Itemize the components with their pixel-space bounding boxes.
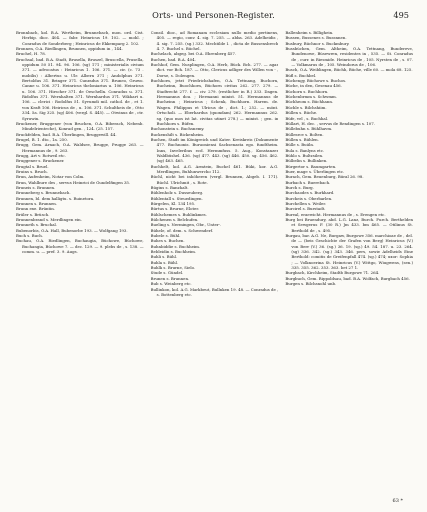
register-entry: Bubele s. Bühl.: [150, 233, 181, 239]
register-entry: Bruneis s. Brunnen.: [16, 184, 56, 190]
register-entry: Buch s. Buch.: [16, 233, 44, 239]
register-entry: Bullinkon, kol. A.G. Markbeut, Bullnken 19. 48. — Conradus de , s. Bottenberg etc.: [150, 286, 279, 297]
register-entry: Buchhelt, kol. A.G. Armtein, Buchel 461. Büki, kor. A.G. Merdlingen, Buhlunwercho 112.: [150, 163, 279, 174]
register-entry: Brunn exe. Brüntin.: [16, 206, 56, 212]
register-columns: [16, 30, 413, 494]
register-entry: Bülle s. Buüln.: [285, 142, 315, 148]
register-entry: Stude s. Gündel.: [150, 270, 184, 276]
page-number: 495: [393, 10, 409, 20]
register-entry: Buchelach, abgeg. bei O.A. Ehrenberg 457.: [150, 51, 237, 57]
register-entry: Brugg, Art v. Rotweil etc.: [16, 152, 66, 158]
register-entry: Burcirel s. Burstadt.: [285, 206, 326, 212]
register-entry: Büche, in den, Gesenau 456.: [285, 83, 342, 89]
register-entry: Bülbelin s. Bullinken.: [285, 158, 328, 164]
register-entry: Buhnbiddie s. Buchheim.: [150, 243, 201, 249]
register-entry: Buchhof, Gem. Nusplingen, O.A. Herb, Bück. Bch. 277. — agar dict. vor Bch. 187. — Otto, Clericus adliger des Willen von - , Dorse, s. Dolengen.: [150, 62, 279, 78]
register-column-middle: [151, 30, 279, 494]
register-entry: Burchellen s. Weiler.: [285, 201, 327, 206]
register-entry: Burcheis s. Oberbarlen.: [285, 195, 333, 201]
register-entry: Büchheom s. Büchhann.: [285, 99, 334, 105]
register-entry: Brunneth s. Bruchal.: [16, 222, 58, 228]
register-entry: Bubenorbis, O.A. Hall, Bubenorbe 193. — Wolfgang 193.: [16, 227, 128, 233]
register-entry: Büllebuhn s. Bühlhavm.: [285, 126, 333, 132]
register-entry: Büchorn s. Buchhorn.: [285, 88, 329, 94]
register-entry: Bronnbach, kol. B.A. Wertheim, Brunnebach, mon. ord. Cist. Herbip. dioc. 404. — fabr. Heinricus 19. 102. — mohl. ; Conradus de Sonderberg ; Heinricus de Ekkemparg 2. 102.: [16, 30, 144, 46]
register-entry: Brun, Aufenheim, Notar von Colm.: [16, 174, 85, 180]
register-entry: Buhes s. Buchen.: [150, 238, 185, 244]
register-entry: Büfl s. Buchbel.: [285, 72, 317, 78]
register-entry: Bruckener, Bruggener (von Bruchen, O.A. Biberach, Nebenb. Mindelrienteche), Konrad gen. , 124. (25. 157.: [16, 120, 144, 132]
running-title: Orts- und Personen-Register.: [152, 10, 275, 20]
register-entry: Buchen, Stadt im Königreich und Kater. Kreiskreis (Dokumente 477. Buchnonis. Buruoniensi Sachsenasta ego. fundtheim. Inns, Inveleribus ecd. Hermmfuss. 5. Aug., Konstanzer Waldbüshel. 436. (sg) 477. 443. (sg) 446. 450. sg. 456. 462. (sg) 463. 465.: [150, 136, 279, 164]
register-entry: Burch s. Burg.: [285, 184, 314, 190]
register-entry: Burchaodes s. Burkhard.: [285, 190, 335, 196]
register-entry: Brugg, Gem. Arnach, O.A. Waldsee, Brugge, Prugge 263. — Hermannus de , 9. 263.: [16, 142, 144, 153]
register-entry: Burbach s. Buerebach.: [285, 179, 331, 185]
register-entry: Bühlenholz s. Dusseuberg.: [150, 190, 204, 196]
register-entry: Bühlentall s. Steuedingen.: [150, 195, 203, 201]
register-entry: Ballenheim s. Billighein.: [285, 30, 334, 35]
register-entry: Bruckfelden, bad. B.A. Überlingen, Bruggewill. 44.: [16, 131, 117, 137]
register-entry: Bureal, eraewicht. Hermannus de , s. Erengen etc.: [285, 211, 386, 217]
register-entry: Bürgelen, Kl. 134 195.: [150, 201, 196, 206]
register-entry: Brugel, B. 1. dto., 1a. 250.: [16, 136, 68, 142]
signature-mark: 63 *: [392, 498, 403, 504]
register-entry: Büllen s. Bühlen.: [285, 136, 319, 142]
register-entry: Bruchsal, bad. B.A. Stadt, Brusella, Bruszel, Bruscella, Prusella, oppidum 50 51. 94. 96. 106. (sg) 171 ; ministerialis civium 371. — advocatus : Heinricus 1. 106. 371. — cir. (c. 73 . mobilis) : Albertus u. Ulr. Albern 371 ; Andolphus 371. Bertoldus 31. Bringer 371. Cunradus 371. Bruneo, Gruwo. Canne u. 106. 371. Heinricus theloniarius u. 106. Heinricus u. 106. 371. Hirscher 371. de Oeschelln. Conradus u. 371. Ridolfus 371. Wernhalten 371. Wernhardus 371. Wikhart u. 106. — clerici : Rodolfus 51. Syvumdi mil. cathol. de , et 1. von Kraft 106. Heiricus de , u. 106. 371. Schultheis de , Otto 334. 5a. Sig 325. (sg) 406. (vergl. S. 445). — Otwinus de , ctr. Syruwin.: [16, 56, 144, 121]
register-entry: Büllart, H. dec. , servus de Rendingen s. 107.: [285, 120, 375, 126]
register-entry: Bürgertor s. Baumgarten.: [285, 163, 337, 169]
register-entry: Brunnenbrand s. Merdlingen ein.: [16, 217, 82, 223]
register-entry: Burgbuch, Gem. Rippoldsau, bad. B.A. Wolfach, Burgbach 456.: [285, 275, 410, 281]
register-entry: Büchenbrmm s. Schwmm.: [285, 94, 337, 100]
register-entry: Consil. dioc., ad Romanam ecclesiam nullo medio pertinens, 405. — regio, conv. 4. sig. 7. 255. — abba. 263. Adelheidis , 4. sig. 7. 255. (sg.) 332. Mechtilde I. , dicta de Bussensbrech 4. 7. Buchel s. Büchel.: [150, 30, 279, 52]
register-entry: Burach, Gem. Beuenburg, Büral 26. 98.: [285, 174, 364, 180]
register-entry: Buckenshilt s. Bickenheim.: [150, 131, 205, 137]
register-entry: Bula s. Banlyns etc.: [285, 147, 325, 153]
register-entry: Bub s. Weinberg etc.: [150, 281, 192, 287]
register-entry: Busch, O.A. Weiblingen, Büchh, Büche, ville 60. — mola 68. 125.: [285, 67, 413, 73]
register-entry: Bruchel, H. 78.: [16, 51, 46, 57]
register-entry: Buchonstein s. Buchsnemy.: [150, 126, 205, 132]
register-entry: Bronnen, O.A. Riedlingen, Brunnen, oppidum in , 144.: [16, 46, 123, 52]
register-entry: Büchl, nicht bei inhöheren (vergl. Brunnen, Abgeb. I. 171). Büchl. Ulrichmit , s. Rote.: [150, 174, 279, 185]
register-entry: Buer, mage s. Überlingen etc.: [285, 168, 345, 174]
page-header: [0, 10, 427, 24]
register-entry: Büllen s. Büche.: [285, 110, 318, 116]
register-entry: Bueling s. Nermingen, Obr., Unter-.: [150, 222, 222, 228]
register-entry: Bügins s. Banzhalt.: [150, 184, 189, 190]
register-entry: Burgen s. Bilchsnohl unb.: [285, 281, 337, 287]
register-entry: Büfe, vel , s. Buchhal.: [285, 115, 329, 121]
register-entry: Büchle s. Bilchshiim.: [285, 104, 327, 110]
register-entry: Brunneberg s. Brunnebach.: [16, 190, 71, 196]
register-entry: Bruins s. Bruch.: [16, 168, 48, 174]
register-entry: Bürtus s. Brurne, Eloter.: [150, 206, 199, 212]
register-entry: Buhla s. Bühl.: [150, 259, 179, 265]
register-entry: Burg bei Bruendury, abd. L.G. Lanz, Burch. Furch. Berthelden et Sewgerus F. (30 R.) Jm 433. bm 465. — Otilinus St. Berthold de , s. 495.: [285, 217, 414, 233]
register-entry: Brun, Wahlbure des , servus Heinrici de Gundelfingen 35.: [16, 179, 131, 185]
register-entry: Buchen, bad. B.A. 404.: [150, 56, 196, 62]
register-entry: Brunnen, bl. dem halligtu. s. Ruinetora.: [16, 195, 95, 201]
register-entry: Brunnen s. Brunnen.: [16, 201, 58, 206]
register-entry: Bussen, Bussenes s. Bussnnen.: [285, 35, 347, 41]
register-entry: Buchau, O.A. Riedlingen, Buchaugia, Büchowe, Büchowe, Buchangia, Büchowe 7. — dec. 129. — 9. plebs de , s. 138. — comm. u. — pref. 3. 9. Augs.: [16, 238, 144, 255]
register-entry: Bebleidin s. Buchheim.: [150, 249, 197, 255]
register-entry: Buhli s. Bühl.: [150, 254, 178, 260]
register-entry: Bühlo s. Bultzsilen.: [285, 152, 324, 158]
register-entry: Büllesrce s. Bolten.: [285, 131, 324, 137]
register-entry: Bülchenen s. Belchufen.: [150, 217, 199, 223]
register-entry: Bühele, of. dem. s. Schwenderf.: [150, 227, 214, 233]
register-entry: Burgbach, Kirchheim, Stadtb Burgowe 71. 264.: [285, 270, 380, 276]
register-entry: Bussbüchen, Gem. Altheim, O.A. Tettnang, Bundereve, Bundenowe, Büsewren, residentes in , 535. — St. Conradus de , curr. in Riesmide. Heinricus de , 105. Nyrsten de , s. 07. — Volkmarus de , 105. Weindorus de , 106.: [285, 46, 414, 68]
register-column-right: [285, 30, 413, 494]
register-entry: Bühlschemes s. Buhlinkmes.: [150, 211, 207, 217]
register-entry: Buchhorn, jetzt Friedrichshafen, O.A. Tettnang, Buchorn, Bucheinn, Buochhorn, Büchorn civitas 262. 277. 279. — Stadtrecht 277. f. — civ. 279. (restlicher in R.) 333. Dagen. Hermannus dou. ; Hermanni minist. 51. Hermannus de Bucheinn ; Heinricus ; Schenk, Buchhorn. Harem. de. Wagen. Philippus et Ulricus de , dict. 1.; 252. — mönt. Ortscholi. — Eberhardus (quondam) 262. Hermannus 262. sg. (quo mos ist lat. civitas utinet 278.) — minist. ; gen. in Buchhorn s. Büfen.: [150, 78, 279, 126]
register-entry: Brugtal s. Bruel.: [16, 163, 49, 169]
register-column-left: [16, 30, 144, 494]
register-entry: Buhlk s. Brurne, Sielo.: [150, 265, 196, 271]
register-entry: Bruggener s. Bruckener.: [16, 158, 65, 164]
register-entry: Brüler s. Brüsch.: [16, 211, 50, 217]
register-entry: Busbury, Büchnor s. Buckmbury.: [285, 40, 350, 46]
register-entry: Büchengy, Büchowe s. Buchos.: [285, 78, 347, 84]
register-entry: Brunen s. Brunnen.: [150, 275, 190, 281]
register-entry: Burgau, bar. A.G. Ne, Burgaw, Burgowe 356. marchioae de , del. de — (beis Geschichte der Grafen von Berg) Heinricus (V.) von Berr (V.) 36. (sg.) 36. 19. (sg.) 49. 54. 187. u. 23. 264. (sg) 336. 342. (sg.) 343. 346. pers, sowie Adelheids Eine Berthold: comitis de Greifenpfall 474. (sg.) 474; uxor: Sophia ; — Volknoerina St. Heinricus (V.) Wittgo, Wiugwens, (sen.) 335. 355. 362. 353. 363. bet 27 1.: [285, 233, 414, 271]
